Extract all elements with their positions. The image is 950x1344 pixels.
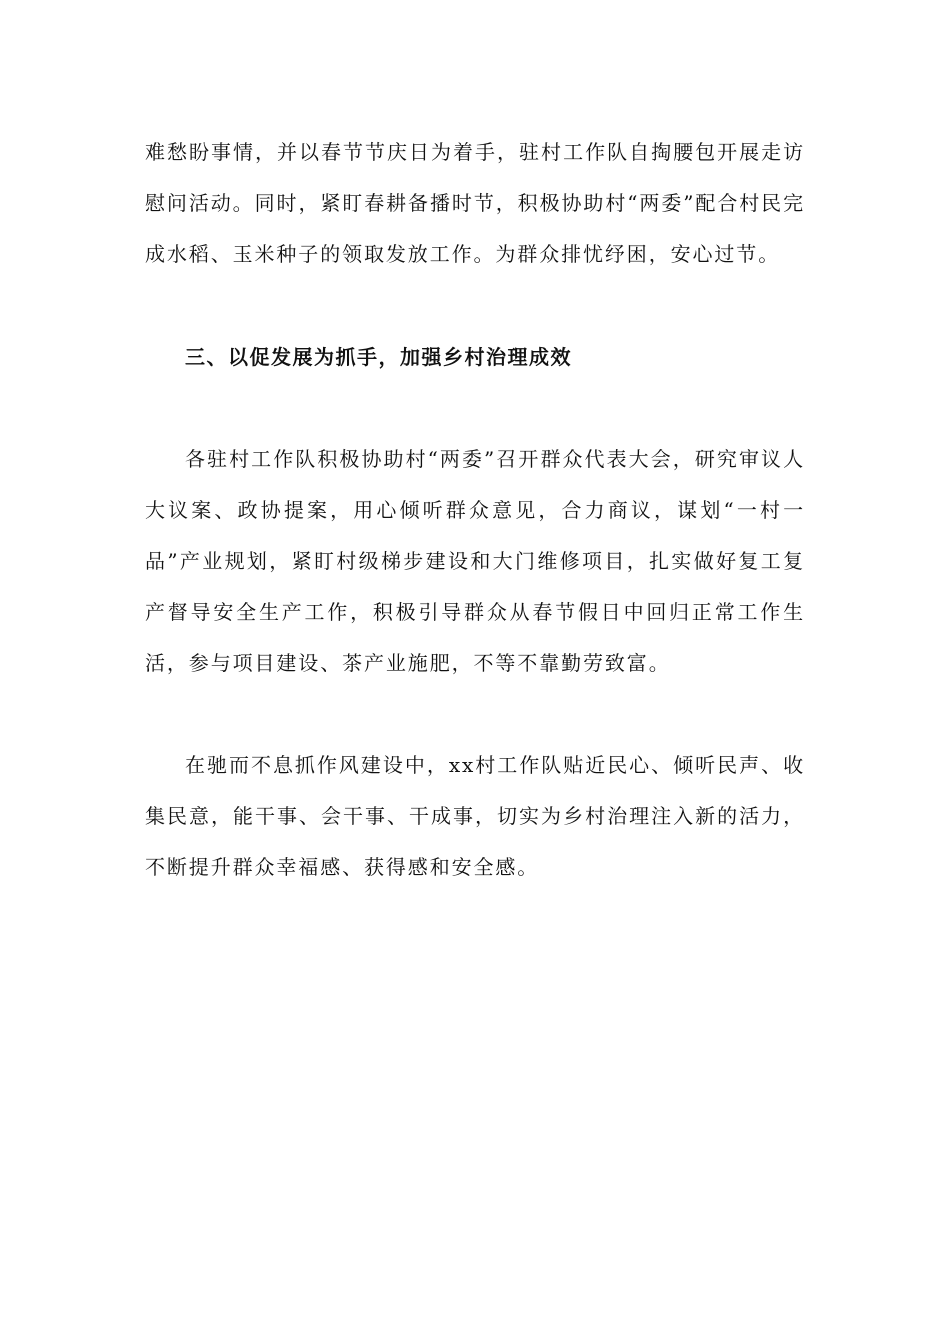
- document-body: [145, 127, 805, 893]
- spacer: [145, 383, 805, 434]
- paragraph: 在驰而不息抓作风建设中，xx村工作队贴近民心、倾听民声、收集民意，能干事、会干事、干成事，切实为乡村治理注入新的活力，不断提升群众幸福感、获得感和安全感。: [145, 753, 805, 879]
- spacer: [145, 280, 805, 332]
- section-heading: 三、以促发展为抓手，加强乡村治理成效: [185, 345, 572, 369]
- paragraph-continued: 难愁盼事情，并以春节节庆日为着手，驻村工作队自掏腰包开展走访慰问活动。同时，紧盯春耕备播时节，积极协助村“两委”配合村民完成水稻、玉米种子的领取发放工作。为群众排忧纾困，安心过节。: [145, 140, 805, 266]
- spacer: [145, 689, 805, 740]
- paragraph: 各驻村工作队积极协助村“两委”召开群众代表大会，研究审议人大议案、政协提案，用心倾听群众意见，合力商议，谋划“一村一品”产业规划，紧盯村级梯步建设和大门维修项目，扎实做好复工复产督导安全生产工作，积极引导群众从春节假日中回归正常工作生活，参与项目建设、茶产业施肥，不等不靠勤劳致富。: [145, 447, 805, 675]
